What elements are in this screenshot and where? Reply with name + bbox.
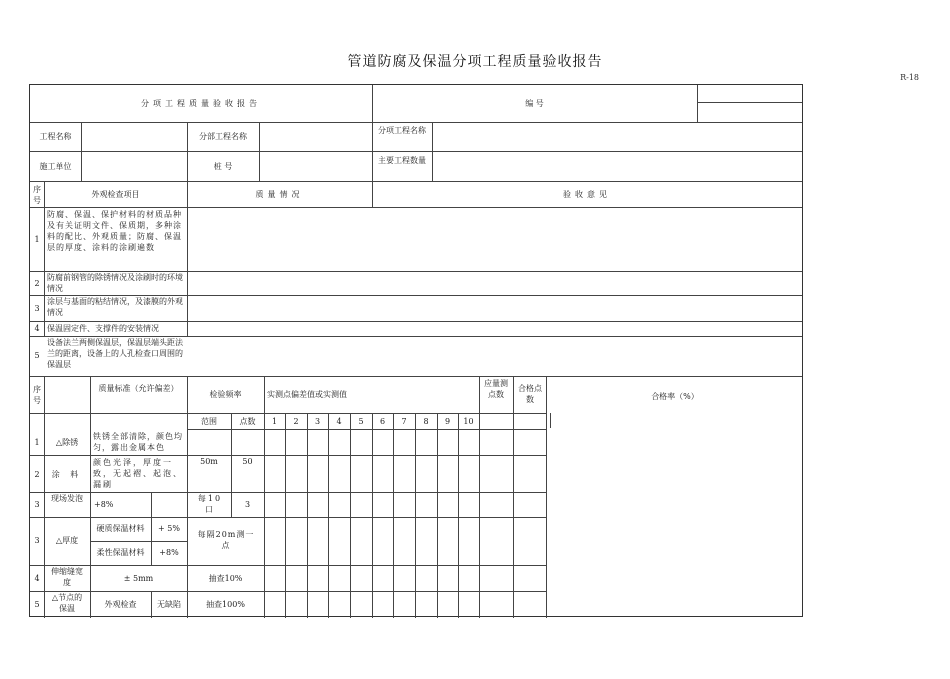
- measure-item-name: △厚度: [55, 536, 79, 545]
- measure-item-name: △节点的保温: [51, 593, 83, 613]
- pile-no-label: 桩 号: [213, 162, 233, 171]
- report-table: [29, 84, 803, 617]
- item-project-name-value[interactable]: [433, 123, 802, 151]
- sub-project-name-value[interactable]: [260, 123, 372, 151]
- number-label: 编 号: [525, 99, 544, 108]
- range-label: 范围: [201, 417, 217, 426]
- col-num: 3: [314, 417, 321, 426]
- report-label: 分项工程质量验收报告: [141, 99, 261, 108]
- material-name: 硬质保温材料: [96, 524, 145, 533]
- points-label: 点数: [239, 417, 256, 426]
- measure-standard: ± 5mm: [123, 574, 154, 583]
- item-project-name-label: 分项工程名称: [378, 126, 426, 135]
- col-num: 8: [423, 417, 429, 426]
- measure-tolerance: 无缺陷: [157, 600, 181, 609]
- actual-value-label: 实测点偏差值或实测值: [267, 390, 347, 399]
- inspection-item-label: 外观检查项目: [91, 190, 140, 199]
- measure-standard: 颜色光泽，厚度一致，无起褶、起泡、漏刷: [93, 458, 183, 489]
- number-value-cell-bottom[interactable]: [698, 103, 802, 122]
- quality-cell[interactable]: [188, 337, 372, 376]
- pass-rate-label: 合格率（%）: [651, 392, 699, 401]
- measure-standard: +8%: [94, 500, 114, 509]
- measure-frequency: 抽查100%: [206, 600, 245, 609]
- inspection-item-text: 设备法兰两侧保温层，保温层端头距法兰的距离，设备上的人孔检查口周围的保温层: [47, 338, 183, 369]
- measure-points: 3: [244, 500, 251, 509]
- measure-row-no: 1: [34, 438, 40, 447]
- quality-cell[interactable]: [188, 322, 372, 336]
- col-num: 7: [401, 417, 407, 426]
- inspection-row-no: 4: [34, 324, 40, 333]
- col-num: 10: [463, 417, 474, 426]
- measure-row-no: 5: [34, 600, 40, 609]
- opinion-cell[interactable]: [373, 208, 802, 376]
- should-measure-points-label: 应量测点数: [484, 379, 508, 399]
- measure-frequency: 每隔20m测一点: [197, 530, 255, 550]
- measure-points: 50: [242, 457, 253, 466]
- measure-no-label: 序号: [33, 385, 41, 405]
- quality-label: 质量情况: [255, 190, 304, 199]
- measure-item-name: 现场发泡: [51, 494, 83, 503]
- form-code: R-18: [900, 73, 919, 82]
- construction-unit-label: 施工单位: [39, 162, 72, 171]
- main-quantity-value[interactable]: [433, 152, 802, 181]
- inspection-row-no: 2: [34, 279, 40, 288]
- inspection-row-no: 3: [34, 304, 40, 313]
- sub-project-name-label: 分部工程名称: [199, 132, 247, 141]
- col-num: 6: [379, 417, 386, 426]
- pass-rate-cell[interactable]: [547, 414, 802, 618]
- col-num: 4: [336, 417, 342, 426]
- document-title: 管道防腐及保温分项工程质量验收报告: [347, 54, 603, 70]
- material-tolerance: +8%: [159, 548, 179, 557]
- quality-cell[interactable]: [188, 296, 372, 321]
- measure-range: 50m: [200, 457, 218, 466]
- project-name-value[interactable]: [82, 123, 187, 151]
- col-num: 1: [271, 417, 278, 426]
- quality-cell[interactable]: [188, 208, 372, 271]
- measure-item-name: △除锈: [55, 438, 79, 447]
- inspection-row-no: 5: [34, 351, 40, 360]
- col-num: 5: [358, 417, 364, 426]
- inspection-row-no: 1: [34, 235, 40, 244]
- measure-row-no: 4: [34, 574, 40, 583]
- construction-unit-value[interactable]: [82, 152, 187, 181]
- material-name: 柔性保温材料: [96, 548, 145, 557]
- number-value-cell-top[interactable]: [698, 86, 802, 102]
- frequency-label: 检验频率: [209, 390, 242, 399]
- measure-row-no: 3: [34, 536, 40, 545]
- measure-row-no: 2: [34, 470, 40, 479]
- measure-item-name: 涂 料: [51, 470, 83, 479]
- material-tolerance: + 5%: [158, 524, 180, 533]
- opinion-label: 验收意见: [563, 190, 611, 199]
- inspection-item-text: 涂层与基面的粘结情况，及漆膜的外观情况: [47, 297, 183, 317]
- project-name-label: 工程名称: [39, 132, 72, 141]
- quality-cell[interactable]: [188, 272, 372, 295]
- main-quantity-label: 主要工程数量: [378, 156, 426, 165]
- measure-standard: 外观检查: [104, 600, 137, 609]
- inspection-item-text: 防腐前钢管的除锈情况及涂刷时的环境情况: [47, 273, 183, 293]
- measure-frequency: 抽查10%: [208, 574, 243, 583]
- inspection-item-text: 保温固定件、支撑件的安装情况: [47, 324, 159, 333]
- measure-item-name: 伸缩缝宽 度: [51, 567, 83, 587]
- pile-no-value[interactable]: [260, 152, 372, 181]
- standard-label: 质量标准（允许偏差）: [98, 384, 179, 393]
- col-num: 2: [293, 417, 299, 426]
- inspection-no-label: 序号: [33, 185, 41, 205]
- col-num: 9: [444, 417, 451, 426]
- measure-row-no: 3: [34, 500, 40, 509]
- measure-standard: 铁锈全部清除，颜色均匀，露出金属本色: [93, 432, 183, 452]
- measure-range: 每10口: [197, 494, 223, 514]
- pass-points-label: 合格点数: [518, 384, 542, 404]
- inspection-item-text: 防腐、保温、保护材料的材质品种及有关证明文件、保质期，多种涂料的配比、外观质量；防腐、保温层的厚度、涂料的涂刷遍数: [47, 210, 182, 252]
